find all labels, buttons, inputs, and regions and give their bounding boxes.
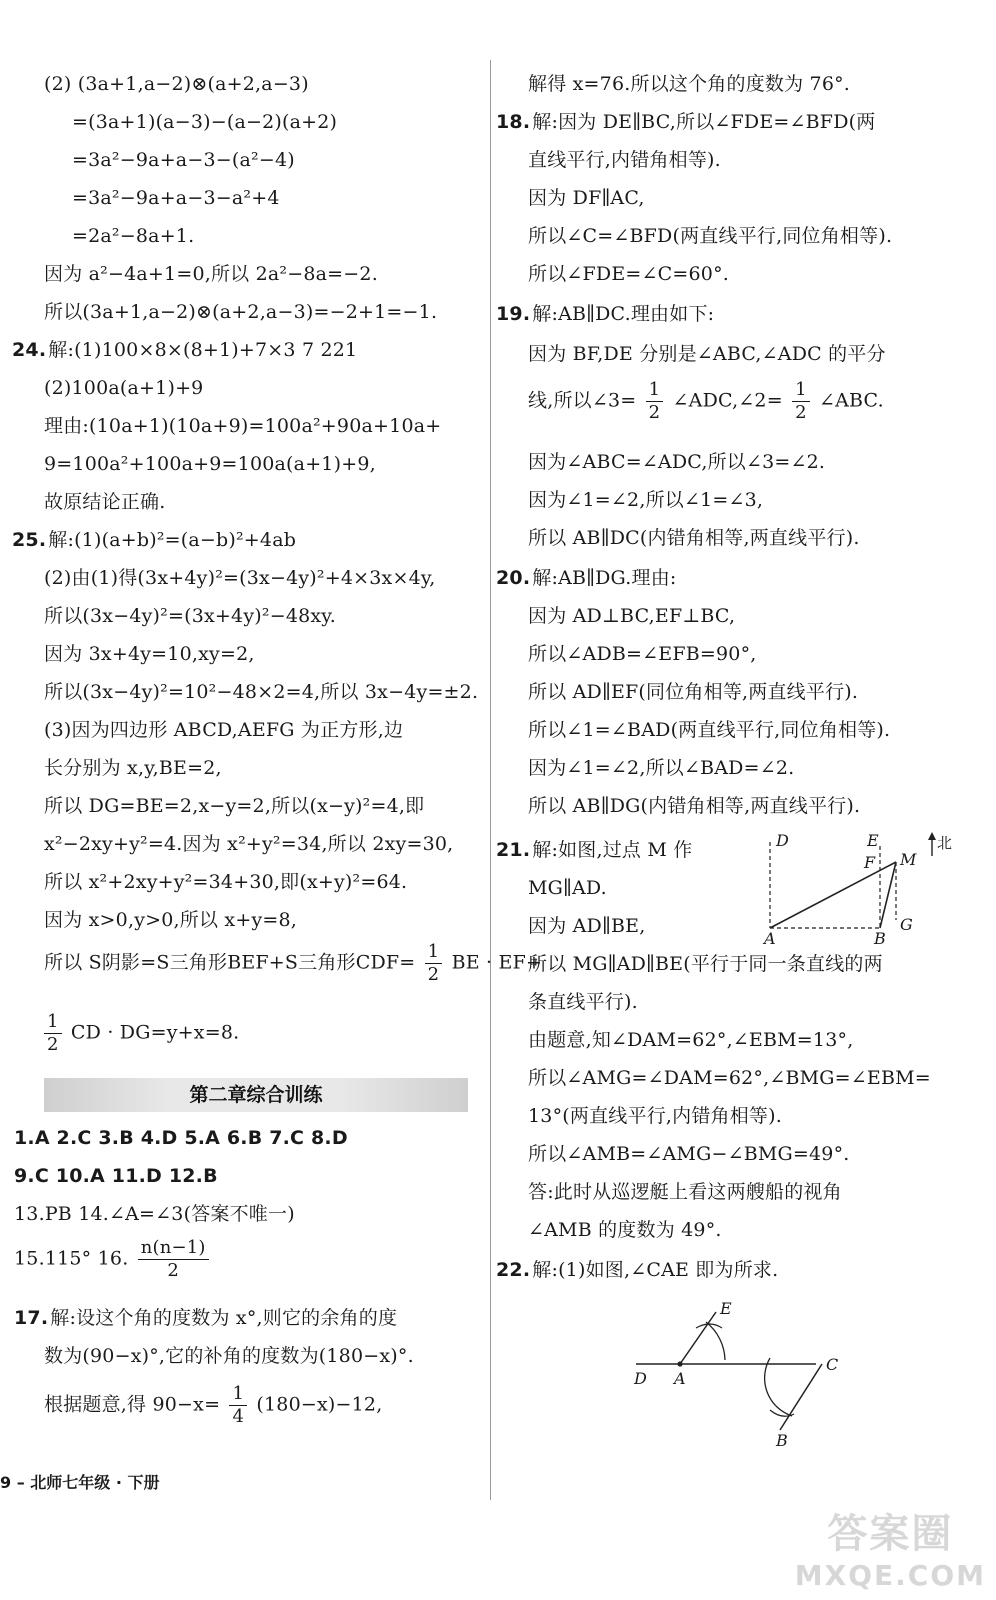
- fig21-label: F: [864, 853, 876, 872]
- q25-line: x²−2xy+y²=4.因为 x²+y²=34,所以 2xy=30,: [44, 833, 454, 855]
- fig22-label: D: [634, 1369, 647, 1388]
- q24-line: [12, 338, 357, 362]
- q25-line: (2)由(1)得(3x+4y)²=(3x−4y)²+4×3x×4y,: [44, 567, 436, 589]
- answers-row-text: 15.115° 16.: [14, 1247, 129, 1270]
- q18-number: 18.: [496, 111, 531, 133]
- q21-line: ∠AMB 的度数为 49°.: [528, 1219, 722, 1241]
- q17-text: 解:设这个角的度数为 x°,则它的余角的度: [50, 1307, 398, 1329]
- q20-line: [496, 566, 677, 590]
- q24-line: 故原结论正确.: [44, 491, 166, 513]
- q19-frac-b: ∠ADC,∠2=: [672, 389, 783, 412]
- q19-line: 因为∠ABC=∠ADC,所以∠3=∠2.: [528, 451, 826, 473]
- q25-text: 解:(1)(a+b)²=(a−b)²+4ab: [48, 529, 297, 551]
- q21-line: MG∥AD.: [528, 877, 607, 899]
- q19-frac-a: 线,所以∠3=: [528, 389, 637, 412]
- construction-arc: [696, 1324, 722, 1328]
- q21-line: 答:此时从巡逻艇上看这两艘船的视角: [528, 1181, 842, 1203]
- answers-row: 9.C 10.A 11.D 12.B: [14, 1165, 218, 1187]
- q20-line: 所以∠ADB=∠EFB=90°,: [528, 643, 757, 665]
- fraction-half: [425, 942, 443, 985]
- q24-number: 24.: [12, 339, 47, 361]
- q23-line: =3a²−9a+a−3−a²+4: [72, 187, 280, 209]
- q22-figure: [630, 1298, 850, 1448]
- fraction-denominator: 2: [425, 963, 443, 985]
- fraction-numerator: 1: [47, 1011, 59, 1032]
- q21-number: 21.: [496, 839, 531, 861]
- q25-line: 所以(3x−4y)²=10²−48×2=4,所以 3x−4y=±2.: [44, 681, 479, 703]
- fig21-label: E: [867, 831, 879, 850]
- q23-line: =2a²−8a+1.: [72, 225, 195, 247]
- q21-line: 所以∠AMG=∠DAM=62°,∠BMG=∠EBM=: [528, 1067, 931, 1089]
- q20-line: 所以 AD∥EF(同位角相等,两直线平行).: [528, 681, 859, 703]
- q19-line: 因为∠1=∠2,所以∠1=∠3,: [528, 489, 764, 511]
- line-am: [770, 862, 896, 928]
- fig22-label: B: [776, 1431, 788, 1448]
- q21-line: 所以 MG∥AD∥BE(平行于同一条直线的两: [528, 953, 883, 975]
- q21-line: 条直线平行).: [528, 991, 638, 1013]
- page-footer: 9 – 北师七年级 · 下册: [0, 1473, 160, 1492]
- fig22-label: E: [720, 1299, 732, 1318]
- construction-arc: [765, 1358, 792, 1416]
- q25-line: [12, 528, 296, 552]
- q20-line: 因为 AD⊥BC,EF⊥BC,: [528, 605, 736, 627]
- q17-eq-suffix: (180−x)−12,: [256, 1393, 383, 1416]
- q25-line: 长分别为 x,y,BE=2,: [44, 757, 222, 779]
- q21-line: 由题意,知∠DAM=62°,∠EBM=13°,: [528, 1029, 854, 1051]
- q22-line: [496, 1258, 778, 1282]
- q23-line: =(3a+1)(a−3)−(a−2)(a+2): [72, 111, 338, 133]
- fraction-denominator: 2: [138, 1259, 209, 1281]
- q21-line: 因为 AD∥BE,: [528, 915, 646, 937]
- line-cb: [780, 1364, 822, 1430]
- q19-line: [496, 302, 714, 326]
- q18-line: 所以∠FDE=∠C=60°.: [528, 263, 730, 285]
- q16-fraction: [138, 1238, 209, 1281]
- q23-line: 所以(3a+1,a−2)⊗(a+2,a−3)=−2+1=−1.: [44, 301, 438, 323]
- q20-line: 因为∠1=∠2,所以∠BAD=∠2.: [528, 757, 795, 779]
- q25-line: 所以 x²+2xy+y²=34+30,即(x+y)²=64.: [44, 871, 408, 893]
- watermark-logo: [795, 1502, 986, 1592]
- q24-line: (2)100a(a+1)+9: [44, 377, 204, 399]
- watermark-bottom: MXQE.COM: [794, 1559, 986, 1592]
- q25-line: 所以 DG=BE=2,x−y=2,所以(x−y)²=4,即: [44, 795, 425, 817]
- q19-line: 所以 AB∥DC(内错角相等,两直线平行).: [528, 527, 860, 549]
- q17-eq-prefix: 根据题意,得 90−x=: [44, 1393, 221, 1416]
- q25-line: 所以(3x−4y)²=(3x+4y)²−48xy.: [44, 605, 336, 627]
- q19-text: 解:AB∥DC.理由如下:: [532, 303, 715, 325]
- fig21-label: D: [776, 831, 789, 850]
- q24-line: 理由:(10a+1)(10a+9)=100a²+90a+10a+: [44, 415, 442, 437]
- q20-line: 所以 AB∥DG(内错角相等,两直线平行).: [528, 795, 861, 817]
- section-banner: 第二章综合训练: [44, 1078, 468, 1112]
- q25-area-line: [44, 942, 542, 985]
- q25-line: 因为 x>0,y>0,所以 x+y=8,: [44, 909, 298, 931]
- q21-line: 13°(两直线平行,内错角相等).: [528, 1105, 782, 1127]
- q23-line: 因为 a²−4a+1=0,所以 2a²−8a=−2.: [44, 263, 378, 285]
- q25-line: (3)因为四边形 ABCD,AEFG 为正方形,边: [44, 719, 404, 741]
- q20-line: 所以∠1=∠BAD(两直线平行,同位角相等).: [528, 719, 891, 741]
- q25-last-suffix: CD · DG=y+x=8.: [70, 1021, 240, 1044]
- north-arrow-head-icon: [928, 832, 936, 840]
- q21-line: [496, 838, 692, 862]
- q17-number: 17.: [14, 1307, 49, 1329]
- q23-line: (2) (3a+1,a−2)⊗(a+2,a−3): [44, 73, 309, 95]
- q19-frac-c: ∠ABC.: [819, 389, 884, 412]
- q21-text: 解:如图,过点 M 作: [532, 839, 693, 861]
- q25-area-prefix: 所以 S阴影=S三角形BEF+S三角形CDF=: [44, 951, 416, 974]
- q20-number: 20.: [496, 567, 531, 589]
- fig21-label: G: [900, 915, 913, 934]
- fraction-half: [792, 380, 810, 423]
- fig21-label: A: [764, 929, 776, 948]
- q19-number: 19.: [496, 303, 531, 325]
- column-divider: [490, 60, 491, 1500]
- watermark-top: 答案圈: [827, 1511, 954, 1557]
- q18-text: 解:因为 DE∥BC,所以∠FDE=∠BFD(两: [532, 111, 876, 133]
- fraction-half: [646, 380, 664, 423]
- fig21-label: M: [900, 850, 917, 869]
- fraction-half: [44, 1012, 62, 1055]
- q24-text: 解:(1)100×8×(8+1)+7×3 7 221: [48, 339, 358, 361]
- answers-row: 1.A 2.C 3.B 4.D 5.A 6.B 7.C 8.D: [14, 1127, 348, 1149]
- q18-line: 所以∠C=∠BFD(两直线平行,同位角相等).: [528, 225, 893, 247]
- fig21-label: B: [874, 929, 886, 948]
- q22-text: 解:(1)如图,∠CAE 即为所求.: [532, 1259, 779, 1281]
- answers-row: 13.PB 14.∠A=∠3(答案不唯一): [14, 1203, 295, 1225]
- fraction-numerator: 1: [427, 941, 440, 962]
- q17-line: [14, 1306, 397, 1330]
- fraction-numerator: 1: [648, 379, 661, 400]
- q19-fraction-line: [528, 380, 884, 423]
- q18-line: 因为 DF∥AC,: [528, 187, 645, 209]
- q25-last-line: [44, 1012, 239, 1055]
- point-a: [677, 1361, 682, 1366]
- q23-line: =3a²−9a+a−3−(a²−4): [72, 149, 295, 171]
- fraction-denominator: 2: [44, 1033, 62, 1055]
- fraction-numerator: n(n−1): [140, 1237, 206, 1258]
- fraction-numerator: 1: [795, 379, 807, 400]
- q18-line: [496, 110, 875, 134]
- q22-number: 22.: [496, 1259, 531, 1281]
- fig22-label: A: [674, 1369, 686, 1388]
- fraction-denominator: 4: [229, 1405, 247, 1427]
- q25-line: 因为 3x+4y=10,xy=2,: [44, 643, 255, 665]
- q25-number: 25.: [12, 529, 47, 551]
- fraction-quarter: [229, 1384, 247, 1427]
- q21-line: 所以∠AMB=∠AMG−∠BMG=49°.: [528, 1143, 850, 1165]
- q17-line: 数为(90−x)°,它的补角的度数为(180−x)°.: [44, 1345, 414, 1367]
- q17-equation: [44, 1384, 382, 1427]
- fraction-denominator: 2: [792, 401, 810, 423]
- fraction-numerator: 1: [232, 1383, 245, 1404]
- ray-ae: [680, 1312, 716, 1364]
- fig21-label: 北: [937, 834, 953, 852]
- q21-figure: [756, 828, 956, 948]
- line-bm: [880, 862, 896, 928]
- q19-line: 因为 BF,DE 分别是∠ABC,∠ADC 的平分: [528, 343, 886, 365]
- q18-line: 直线平行,内错角相等).: [528, 149, 721, 171]
- fraction-denominator: 2: [646, 401, 664, 423]
- q17-result: 解得 x=76.所以这个角的度数为 76°.: [528, 73, 851, 95]
- answers-row: [14, 1238, 212, 1281]
- q25-area-suffix: BE · EF+: [451, 951, 543, 974]
- q20-text: 解:AB∥DG.理由:: [532, 567, 677, 589]
- fig22-label: C: [826, 1355, 839, 1374]
- q24-line: 9=100a²+100a+9=100a(a+1)+9,: [44, 453, 376, 475]
